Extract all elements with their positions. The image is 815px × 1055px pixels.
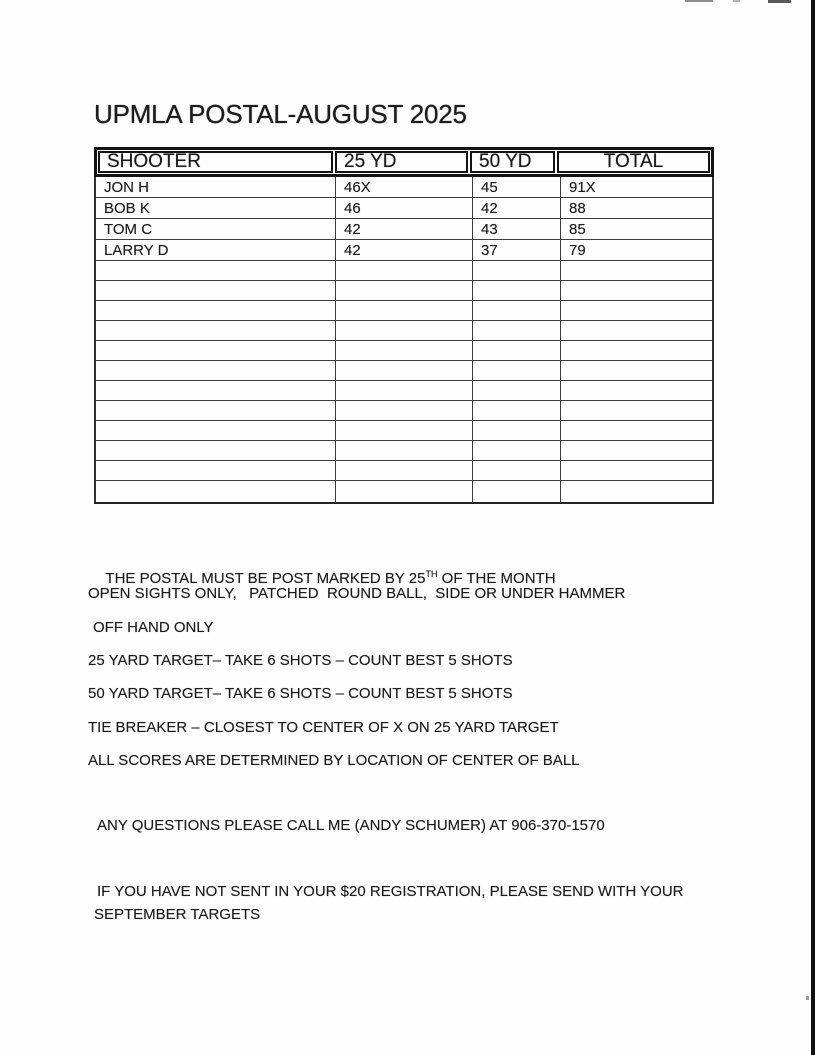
empty-table-row	[96, 481, 712, 502]
empty-cell	[336, 461, 473, 480]
cell-25yd: 42	[336, 240, 473, 260]
empty-table-row	[96, 381, 712, 401]
empty-rows	[96, 261, 712, 502]
empty-cell	[561, 381, 712, 400]
table-row	[96, 177, 712, 198]
empty-cell	[473, 421, 561, 440]
empty-table-row	[96, 401, 712, 421]
rule-postmark-suffix: OF THE MONTH	[437, 570, 556, 587]
empty-cell	[561, 361, 712, 380]
rule-50yd-target: 50 YARD TARGET– TAKE 6 SHOTS – COUNT BEST 5 SHOTS	[88, 685, 513, 702]
empty-cell	[473, 361, 561, 380]
empty-cell	[336, 361, 473, 380]
empty-cell	[473, 441, 561, 460]
cell-total: 88	[569, 199, 586, 217]
cell-25yd: 46X	[336, 177, 473, 197]
table-row	[96, 198, 712, 219]
empty-cell	[336, 441, 473, 460]
empty-cell	[473, 381, 561, 400]
empty-cell	[473, 481, 561, 502]
empty-cell	[96, 461, 336, 480]
cell-shooter: BOB K	[96, 198, 336, 218]
column-header-total: TOTAL	[557, 151, 710, 173]
empty-cell	[96, 481, 336, 502]
contact-line: ANY QUESTIONS PLEASE CALL ME (ANDY SCHUMER) AT 906-370-1570	[97, 817, 605, 834]
table-body	[94, 177, 714, 504]
empty-cell	[96, 401, 336, 420]
rule-postmark-superscript: TH	[425, 569, 438, 579]
empty-cell	[96, 301, 336, 320]
empty-cell	[561, 441, 712, 460]
table-row	[96, 219, 712, 240]
empty-table-row	[96, 261, 712, 281]
empty-cell	[336, 281, 473, 300]
empty-cell	[561, 261, 712, 280]
empty-cell	[96, 341, 336, 360]
empty-cell	[561, 401, 712, 420]
cell-shooter: TOM C	[96, 219, 336, 239]
cell-50yd: 37	[473, 240, 561, 260]
cell-total: 79	[569, 241, 586, 259]
cell-25yd: 46	[336, 198, 473, 218]
empty-cell	[336, 321, 473, 340]
empty-cell	[473, 321, 561, 340]
empty-cell	[473, 461, 561, 480]
scan-top-mark-artifact	[685, 0, 713, 2]
empty-cell	[473, 341, 561, 360]
empty-cell	[561, 281, 712, 300]
scan-edge-artifact	[811, 0, 815, 1055]
rule-25yd-target: 25 YARD TARGET– TAKE 6 SHOTS – COUNT BEST 5 SHOTS	[88, 652, 513, 669]
empty-cell	[96, 361, 336, 380]
empty-cell	[473, 281, 561, 300]
cell-shooter: LARRY D	[96, 240, 336, 260]
column-header-25yd: 25 YD	[335, 151, 468, 173]
empty-cell	[336, 261, 473, 280]
empty-cell	[96, 441, 336, 460]
scan-top-mark-artifact	[733, 0, 740, 2]
rule-tiebreaker: TIE BREAKER – CLOSEST TO CENTER OF X ON 25 YARD TARGET	[88, 719, 559, 736]
cell-25yd: 42	[336, 219, 473, 239]
document-title: UPMLA POSTAL-AUGUST 2025	[94, 99, 467, 129]
empty-table-row	[96, 441, 712, 461]
rule-sights: OPEN SIGHTS ONLY, PATCHED ROUND BALL, SIDE OR UNDER HAMMER	[88, 585, 626, 602]
empty-table-row	[96, 321, 712, 341]
empty-cell	[336, 421, 473, 440]
empty-cell	[336, 401, 473, 420]
empty-cell	[561, 301, 712, 320]
table-row	[96, 240, 712, 261]
empty-cell	[336, 301, 473, 320]
column-header-shooter: SHOOTER	[98, 151, 333, 173]
rule-offhand: OFF HAND ONLY	[93, 619, 214, 636]
empty-table-row	[96, 421, 712, 441]
empty-cell	[96, 321, 336, 340]
empty-table-row	[96, 341, 712, 361]
empty-cell	[473, 301, 561, 320]
empty-table-row	[96, 281, 712, 301]
empty-cell	[561, 421, 712, 440]
cell-50yd: 45	[473, 177, 561, 197]
empty-cell	[561, 321, 712, 340]
cell-total: 91X	[569, 178, 596, 196]
registration-note-line2: SEPTEMBER TARGETS	[94, 906, 261, 923]
empty-table-row	[96, 461, 712, 481]
scan-top-mark-artifact	[768, 0, 791, 3]
table-header-row	[94, 147, 714, 177]
empty-cell	[96, 281, 336, 300]
rule-postmark-prefix: THE POSTAL MUST BE POST MARKED BY 25	[105, 570, 426, 587]
empty-cell	[473, 401, 561, 420]
cell-50yd: 42	[473, 198, 561, 218]
empty-cell	[561, 481, 712, 502]
empty-cell	[561, 341, 712, 360]
empty-cell	[96, 261, 336, 280]
cell-shooter: JON H	[96, 177, 336, 197]
empty-cell	[336, 381, 473, 400]
scan-speck-artifact	[806, 996, 809, 1000]
empty-cell	[96, 381, 336, 400]
column-header-50yd: 50 YD	[470, 151, 555, 173]
cell-total: 85	[569, 220, 586, 238]
registration-note-line1: IF YOU HAVE NOT SENT IN YOUR $20 REGISTRATION, PLEASE SEND WITH YOUR	[97, 883, 684, 900]
empty-table-row	[96, 301, 712, 321]
score-table	[94, 147, 714, 504]
empty-cell	[336, 341, 473, 360]
empty-cell	[336, 481, 473, 502]
rule-scoring: ALL SCORES ARE DETERMINED BY LOCATION OF CENTER OF BALL	[88, 752, 580, 769]
empty-cell	[473, 261, 561, 280]
empty-table-row	[96, 361, 712, 381]
cell-50yd: 43	[473, 219, 561, 239]
empty-cell	[96, 421, 336, 440]
empty-cell	[561, 461, 712, 480]
